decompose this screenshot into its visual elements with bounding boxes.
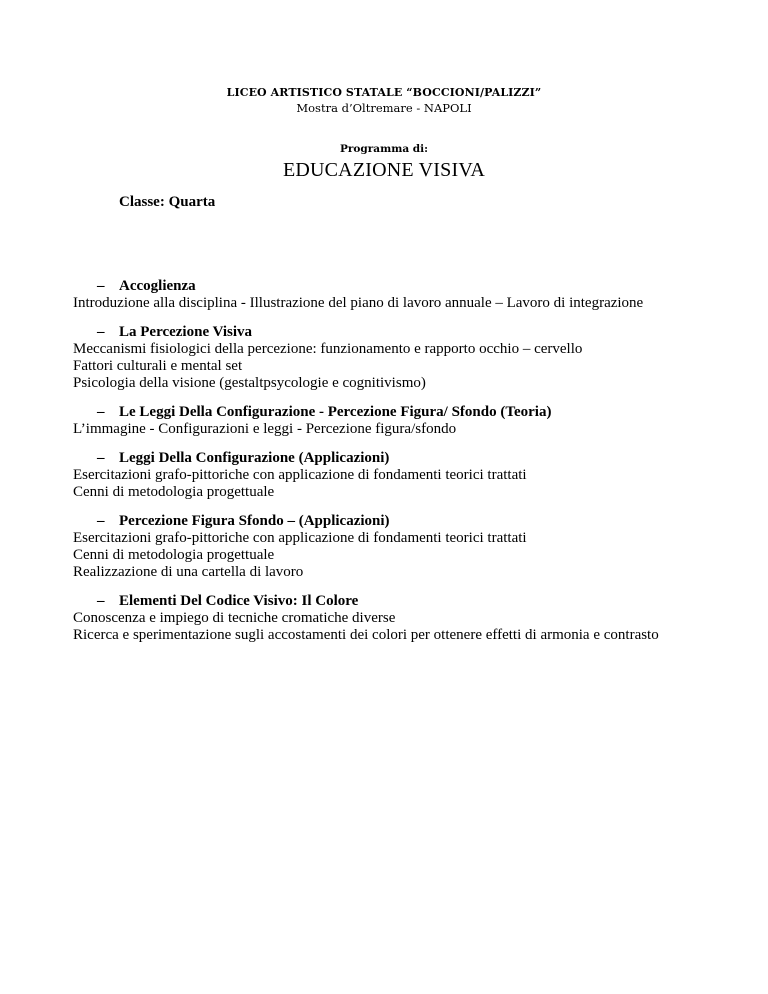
section-percezione-visiva	[73, 324, 763, 392]
section-line: Introduzione alla disciplina - Illustrazione del piano di lavoro annuale – Lavoro di integrazione	[73, 295, 644, 311]
section-line: Realizzazione di una cartella di lavoro	[73, 564, 304, 580]
section-line: Esercitazioni grafo-pittoriche con applicazione di fondamenti teorici trattati	[73, 530, 527, 546]
section-line: Ricerca e sperimentazione sugli accostamenti dei colori per ottenere effetti di armonia e contrasto	[73, 627, 659, 643]
section-heading	[73, 404, 763, 421]
school-location: Mostra d’Oltremare - NAPOLI	[296, 101, 472, 115]
dash-bullet: –	[97, 278, 105, 294]
section-title: Le Leggi Della Configurazione - Percezione Figura/ Sfondo (Teoria)	[119, 404, 552, 420]
section-line: Fattori culturali e mental set	[73, 358, 243, 374]
section-title: La Percezione Visiva	[119, 324, 253, 340]
programma-label: Programma di:	[340, 143, 428, 155]
section-line: Cenni di metodologia progettuale	[73, 547, 275, 563]
section-heading	[73, 513, 763, 530]
section-line: Psicologia della visione (gestaltpsycologie e cognitivismo)	[73, 375, 426, 391]
section-title: Leggi Della Configurazione (Applicazioni)	[119, 450, 390, 466]
section-line: Cenni di metodologia progettuale	[73, 484, 275, 500]
section-accoglienza	[73, 278, 763, 312]
section-heading	[73, 324, 763, 341]
dash-bullet: –	[97, 593, 105, 609]
dash-bullet: –	[97, 404, 105, 420]
section-title: Elementi Del Codice Visivo: Il Colore	[119, 593, 359, 609]
section-leggi-teoria	[73, 404, 763, 438]
dash-bullet: –	[97, 324, 105, 340]
subject-title: EDUCAZIONE VISIVA	[282, 159, 486, 181]
section-figura-sfondo	[73, 513, 763, 581]
program-sections	[73, 278, 763, 656]
section-line: L’immagine - Configurazioni e leggi - Percezione figura/sfondo	[73, 421, 457, 437]
dash-bullet: –	[97, 450, 105, 466]
section-line: Conoscenza e impiego di tecniche cromatiche diverse	[73, 610, 396, 626]
section-line: Esercitazioni grafo-pittoriche con applicazione di fondamenti teorici trattati	[73, 467, 527, 483]
section-title: Percezione Figura Sfondo – (Applicazioni)	[119, 513, 390, 529]
section-line: Meccanismi fisiologici della percezione: funzionamento e rapporto occhio – cervello	[73, 341, 583, 357]
section-leggi-applicazioni	[73, 450, 763, 501]
section-colore	[73, 593, 763, 644]
class-label: Classe: Quarta	[119, 194, 216, 210]
section-heading	[73, 278, 763, 295]
section-title: Accoglienza	[119, 278, 196, 294]
dash-bullet: –	[97, 513, 105, 529]
section-heading	[73, 593, 763, 610]
school-name: LICEO ARTISTICO STATALE “BOCCIONI/PALIZZI”	[226, 86, 542, 99]
section-heading	[73, 450, 763, 467]
